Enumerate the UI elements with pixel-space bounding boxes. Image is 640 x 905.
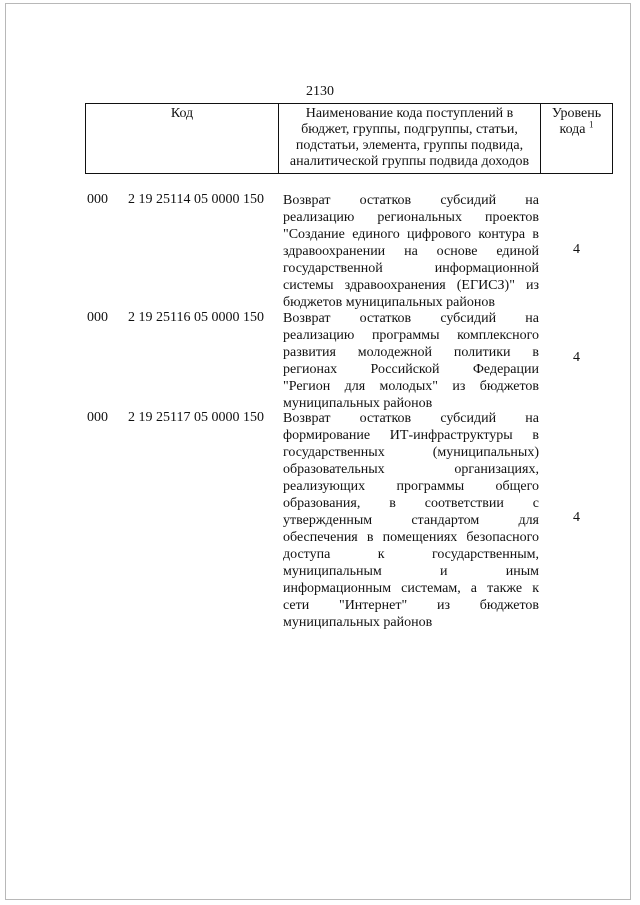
header-code-cell <box>85 104 278 173</box>
description-line: здравоохранении на основе единой <box>283 244 539 259</box>
description-line: доступа к государственным, <box>283 547 539 562</box>
header-level-line-2 <box>541 119 612 138</box>
header-level-cell <box>540 104 613 173</box>
header-name-line: Наименование кода поступлений в <box>305 106 514 121</box>
header-name-cell <box>278 104 540 173</box>
description-line: сети "Интернет" из бюджетов <box>283 598 539 613</box>
description-line: государственных (муниципальных) <box>283 445 539 460</box>
income-description <box>283 310 539 412</box>
income-description <box>283 192 539 311</box>
header-name-line: бюджет, группы, подгруппы, статьи, <box>301 122 518 137</box>
header-name-line: аналитической группы подвида доходов <box>289 154 530 169</box>
description-line: муниципальных районов <box>283 396 433 411</box>
income-code: 2 19 25116 05 0000 150 <box>128 310 264 325</box>
description-line: формирование ИТ-инфраструктуры в <box>283 428 539 443</box>
description-line: бюджетов муниципальных районов <box>283 295 495 310</box>
description-line: муниципальных районов <box>283 615 433 630</box>
header-code-label: Код <box>170 106 194 121</box>
level-value: 4 <box>573 242 580 257</box>
income-code: 2 19 25117 05 0000 150 <box>128 410 264 425</box>
income-description <box>283 410 539 631</box>
description-line: утвержденным стандартом для <box>283 513 539 528</box>
description-line: реализацию программы комплексного <box>283 328 539 343</box>
description-line: Возврат остатков субсидий на <box>283 411 539 426</box>
description-line: Возврат остатков субсидий на <box>283 193 539 208</box>
header-level-footnote: 1 <box>589 119 594 130</box>
description-line: информационным системам, а также к <box>283 581 539 596</box>
description-line: развития молодежной политики в <box>283 345 539 360</box>
description-line: Возврат остатков субсидий на <box>283 311 539 326</box>
table-header <box>85 103 613 174</box>
header-level-line: Уровень <box>551 106 602 121</box>
description-line: обеспечения в помещениях безопасного <box>283 530 539 545</box>
level-value: 4 <box>573 510 580 525</box>
description-line: муниципальным и иным <box>283 564 539 579</box>
description-line: "Регион для молодых" из бюджетов <box>283 379 539 394</box>
description-line: "Создание единого цифрового контура в <box>283 227 539 242</box>
page-number: 2130 <box>306 84 334 99</box>
income-code: 2 19 25114 05 0000 150 <box>128 192 264 207</box>
level-value: 4 <box>573 350 580 365</box>
description-line: образовательных организациях, <box>283 462 539 477</box>
header-name-line: подстатьи, элемента, группы подвида, <box>295 138 524 153</box>
description-line: регионах Российской Федерации <box>283 362 539 377</box>
description-line: государственной информационной <box>283 261 539 276</box>
description-line: системы здравоохранения (ЕГИСЗ)" из <box>283 278 539 293</box>
admin-code: 000 <box>87 410 108 425</box>
description-line: реализацию региональных проектов <box>283 210 539 225</box>
header-level-word: кода <box>559 122 586 137</box>
description-line: образования, в соответствии с <box>283 496 539 511</box>
description-line: реализующих программы общего <box>283 479 539 494</box>
admin-code: 000 <box>87 192 108 207</box>
admin-code: 000 <box>87 310 108 325</box>
